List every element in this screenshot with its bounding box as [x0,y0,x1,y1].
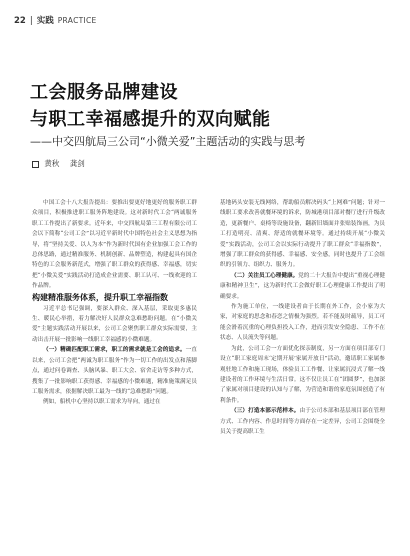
paragraph: 为此，公司工会一方面优化探亲制度，另一方面在项目部专门设立“职工家庭周末‘定期开展’家属开放日”活动，邀请职工家属参观驻地工作和施工现场，体验员工工作餐、让家属沉浸式了解一线建设者的工作环境与生活日常。这不仅让员工在“团圆梦”，也加深了家属对项目建设的认知与了解，为营造和谐的家庭氛围创造了有利条件。 [220,345,385,404]
paragraph: 中国工会十八大报告提出：要推出要更好地更好的服务职工群众项目，积极推进职工服务阵地建设。这对新时代工会“两诚服务职工工作提出了新要求。近年来，中交四航局第三工程有限公司工会以下简称“公司工会”以习近平新时代中国特色社会主义思想为指导，将“坚持关爱、以人为本”作为新时代国有企业加强工会工作的总体思路，通过精准服务、机制创新、品牌塑造，构建起具有国企特色的工会服务新范式，增强了职工群众的获得感、幸福感，切实把“小微关爱”实践活动打造成企业需要、职工认可、一线欢迎的工作品牌。 [32,200,197,290]
article-subtitle: ——中交四航局三公司“小微关爱”主题活动的实践与思考 [30,135,306,148]
section-name-en: PRACTICE [57,16,97,25]
header-divider: | [29,16,33,26]
section-name: 实践 [36,16,54,26]
author-name: 黄秋 [44,159,60,168]
article-title-line1: 工会服务品牌建设 [30,82,178,103]
article-title-line2: 与职工幸福感提升的双向赋能 [30,109,271,130]
running-header [14,14,97,26]
paragraph [32,345,197,397]
paragraph [220,406,385,437]
paragraph [220,271,385,302]
paragraph: 习近平总书记强调，要深入群众、深入基层，采取更多惠民生、暖民心举措，着力解决好人民群众急难愁盼问题。在“小微关爱”主题实践活动开展以来，公司工会聚焦职工群众实际需要，主动出击开展一批影响一线职工幸福感的小微难题。 [32,305,197,343]
left-column [32,198,197,408]
paragraph-lead: （二）关注员工心理健康。 [231,272,299,279]
paragraph-lead: （三）打造本部示范样本。 [231,408,300,415]
paragraph-text: 由于公司本部和基层项目部在管理方式、工作内容、作息时间等方面存在一定差异，公司工会围绕全员关于提高职工生 [220,408,385,435]
paragraph-text: 一直以来，公司工会把“两诚为职工服务”作为一切工作的出发点和落脚点，通过问卷调查、头脑风暴、职工大会、宿舍走访等多种方式，搜集了一批影响职工获得感、幸福感的小微难题，精准施策满足员工服务需求，依据解决职工最为一线的“急难愁盼”问题。 [32,347,197,395]
right-column [220,198,385,437]
square-icon [32,161,39,168]
paragraph-lead: （一）精确匹配职工需求，职工的需求就是工会的追求。 [43,347,186,354]
author-line [32,158,85,169]
paragraph-text: 党的二十大报告中提出“重视心理健康和精神卫生”，这为新时代工会做好职工心理健康工作提出了明确要求。 [220,272,385,300]
paragraph: 例如，船机中心坚持以职工需求为导向，通过在 [43,399,161,406]
section-heading: 构建精准服务体系，提升职工幸福指数 [32,292,168,302]
paragraph: 基地码头安装无线网络，帮助船员解决码头“上网难”问题；针对一线职工要求改善就餐环境的诉求，防城港项目部对餐厅进行升级改造，更新餐户、桌椅等设施设备，翻新旧墙面并张贴装饰画，为员工打造明亮、清爽、舒适的就餐环境等。通过持续开展“小微关爱”实践活动，公司工会以实际行动提升了职工群众“幸福指数”，增强了职工群众的获得感、幸福感、安全感，同时也提升了工会组织的引领力、组织力、服务力。 [220,200,385,269]
page-number: 22 [14,16,26,26]
paragraph: 作为施工单位，一线建设者由于长期在外工作，会小家为大家，对家庭的思念和春恋之情极为强烈。若不能及时疏导，员工可能会滑着沉重的心理负担投入工作，进而引发安全隐患、工作不在状态、人员流失等问题。 [220,304,385,342]
author-name: 龚剑 [69,159,85,168]
